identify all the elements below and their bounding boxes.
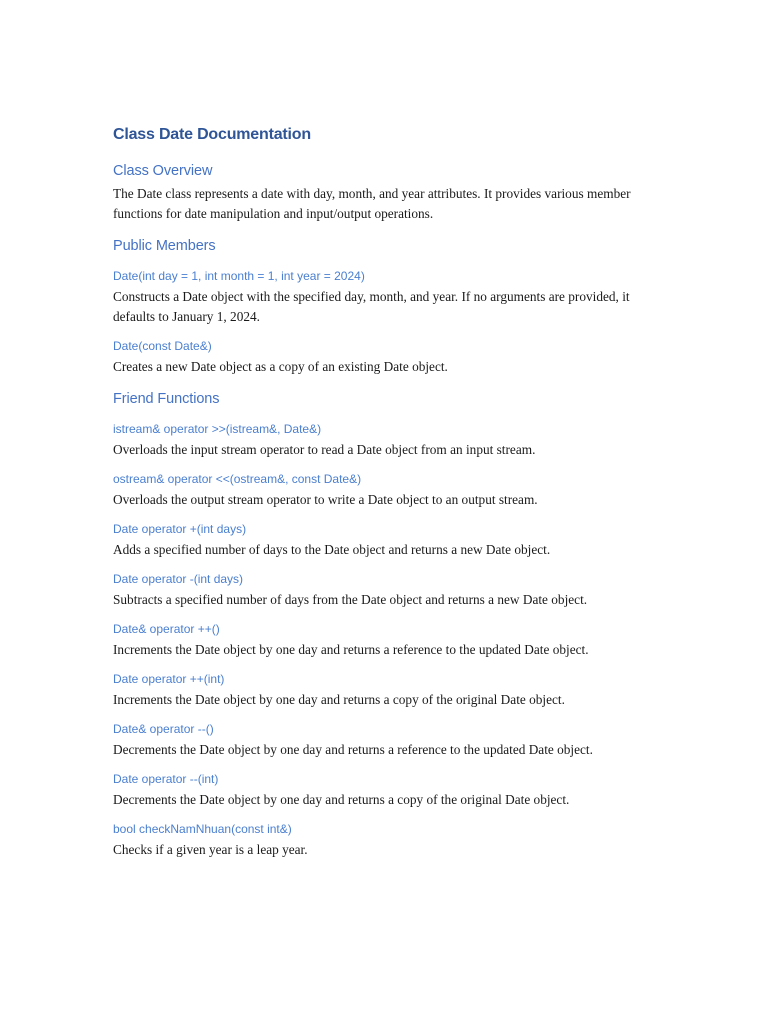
friend-function-signature: Date& operator --() — [113, 722, 214, 736]
friend-function-signature: istream& operator >>(istream&, Date&) — [113, 422, 322, 436]
friend-function-entry — [113, 771, 673, 810]
member-entry — [113, 338, 673, 377]
friend-function-description: Subtracts a specified number of days from the Date object and returns a new Date object. — [113, 592, 588, 607]
friend-function-signature: Date operator +(int days) — [113, 522, 247, 536]
member-signature: Date(const Date&) — [113, 339, 212, 353]
class-overview-section — [113, 161, 673, 224]
friend-functions-heading: Friend Functions — [113, 391, 220, 407]
friend-function-entry — [113, 721, 673, 760]
friend-function-signature: Date operator --(int) — [113, 772, 219, 786]
friend-function-signature: Date operator ++(int) — [113, 672, 225, 686]
friend-function-description: Overloads the input stream operator to read a Date object from an input stream. — [113, 442, 536, 457]
friend-function-description: Checks if a given year is a leap year. — [113, 842, 308, 857]
friend-function-entry — [113, 471, 673, 510]
friend-function-signature: Date operator -(int days) — [113, 572, 244, 586]
friend-function-entry — [113, 671, 673, 710]
friend-function-entry — [113, 821, 673, 860]
friend-function-description: Increments the Date object by one day and returns a reference to the updated Date object. — [113, 642, 589, 657]
friend-function-description: Overloads the output stream operator to write a Date object to an output stream. — [113, 492, 538, 507]
friend-function-description: Adds a specified number of days to the Date object and returns a new Date object. — [113, 542, 551, 557]
friend-function-signature: bool checkNamNhuan(const int&) — [113, 822, 292, 836]
friend-function-description: Decrements the Date object by one day and returns a reference to the updated Date object. — [113, 742, 593, 757]
friend-function-description: Increments the Date object by one day and returns a copy of the original Date object. — [113, 692, 565, 707]
public-members-section — [113, 236, 673, 377]
friend-functions-section — [113, 389, 673, 860]
friend-function-entry — [113, 421, 673, 460]
friend-function-entry — [113, 571, 673, 610]
friend-function-entry — [113, 521, 673, 560]
member-entry — [113, 268, 673, 327]
member-description: Constructs a Date object with the specified day, month, and year. If no arguments are provided, it defaults to January 1, 2024. — [113, 289, 630, 324]
friend-function-entry — [113, 621, 673, 660]
friend-function-description: Decrements the Date object by one day and returns a copy of the original Date object. — [113, 792, 570, 807]
member-signature: Date(int day = 1, int month = 1, int year = 2024) — [113, 269, 365, 283]
friend-function-signature: ostream& operator <<(ostream&, const Date&) — [113, 472, 362, 486]
friend-function-signature: Date& operator ++() — [113, 622, 220, 636]
document-page — [113, 124, 673, 860]
public-members-heading: Public Members — [113, 238, 216, 254]
class-overview-text: The Date class represents a date with day, month, and year attributes. It provides various member functions for date manipulation and input/output operations. — [113, 186, 631, 221]
class-overview-heading: Class Overview — [113, 163, 213, 179]
document-title: Class Date Documentation — [113, 126, 311, 143]
member-description: Creates a new Date object as a copy of an existing Date object. — [113, 359, 448, 374]
